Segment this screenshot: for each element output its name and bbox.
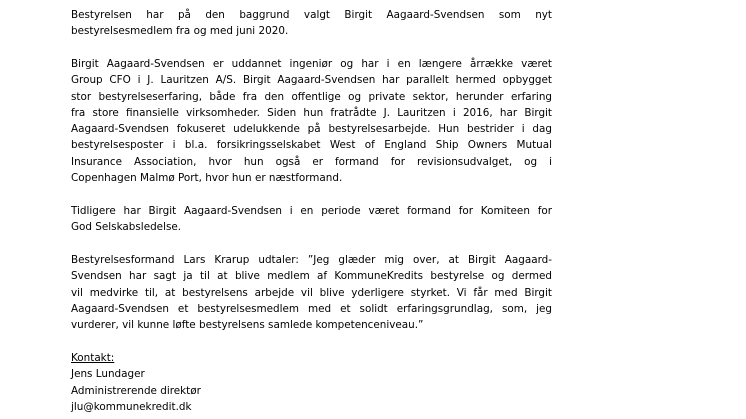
contact-name: Jens Lundager xyxy=(71,368,145,381)
text-line: fra store finansielle virksomheder. Siden hun fratrådte J. Lauritzen i 2016, har Birgit xyxy=(71,106,552,119)
text-line: Aagaard-Svendsen fokuseret udelukkende på bestyrelsesarbejde. Hun bestrider i dag xyxy=(71,123,552,136)
paragraph-board-selection xyxy=(71,7,552,40)
text-line: Bestyrelsen har på den baggrund valgt Birgit Aagaard-Svendsen som nyt xyxy=(71,9,552,21)
text-line: Tidligere har Birgit Aagaard-Svendsen i en periode været formand for Komiteen for xyxy=(71,205,552,217)
text-line: Svendsen har sagt ja til at blive medlem af KommuneKredits bestyrelse og dermed xyxy=(71,270,552,283)
contact-block xyxy=(71,350,552,415)
text-line: Aagaard-Svendsen et bestyrelsesmedlem med et solidt erfaringsgrundlag, som, jeg xyxy=(71,302,552,315)
contact-title: Administrerende direktør xyxy=(71,384,201,397)
text-line: stor bestyrelseserfaring, både fra den offentlige og private sektor, herunder erfaring xyxy=(71,90,552,103)
text-line: Insurance Association, hvor hun også er formand for revisionsudvalget, og i xyxy=(71,155,552,168)
text-line: vil medvirke til, at bestyrelsens arbejde vil blive yderligere styrket. Vi får med Birgit xyxy=(71,286,552,299)
text-line: Birgit Aagaard-Svendsen er uddannet ingeniør og har i en længere årrække været xyxy=(71,58,552,70)
text-line: bestyrelsesposter i bl.a. forsikringsselskabet West of England Ship Owners Mutual xyxy=(71,139,552,152)
contact-heading: Kontakt: xyxy=(71,352,115,364)
text-line: God Selskabsledelse. xyxy=(71,221,182,234)
text-line: bestyrelsesmedlem fra og med juni 2020. xyxy=(71,25,289,38)
text-line: vurderer, vil kunne løfte bestyrelsens samlede kompetenceniveau.” xyxy=(71,319,424,332)
text-line: Copenhagen Malmø Port, hvor hun er næstformand. xyxy=(71,172,343,185)
paragraph-former-chair xyxy=(71,203,552,236)
text-line: Bestyrelsesformand Lars Krarup udtaler: ”Jeg glæder mig over, at Birgit Aagaard- xyxy=(71,254,552,266)
text-line: Group CFO i J. Lauritzen A/S. Birgit Aagaard-Svendsen har parallelt hermed opbygget xyxy=(71,74,552,87)
paragraph-chairman-quote xyxy=(71,252,552,333)
contact-email: jlu@kommunekredit.dk xyxy=(71,400,192,413)
paragraph-background xyxy=(71,56,552,186)
